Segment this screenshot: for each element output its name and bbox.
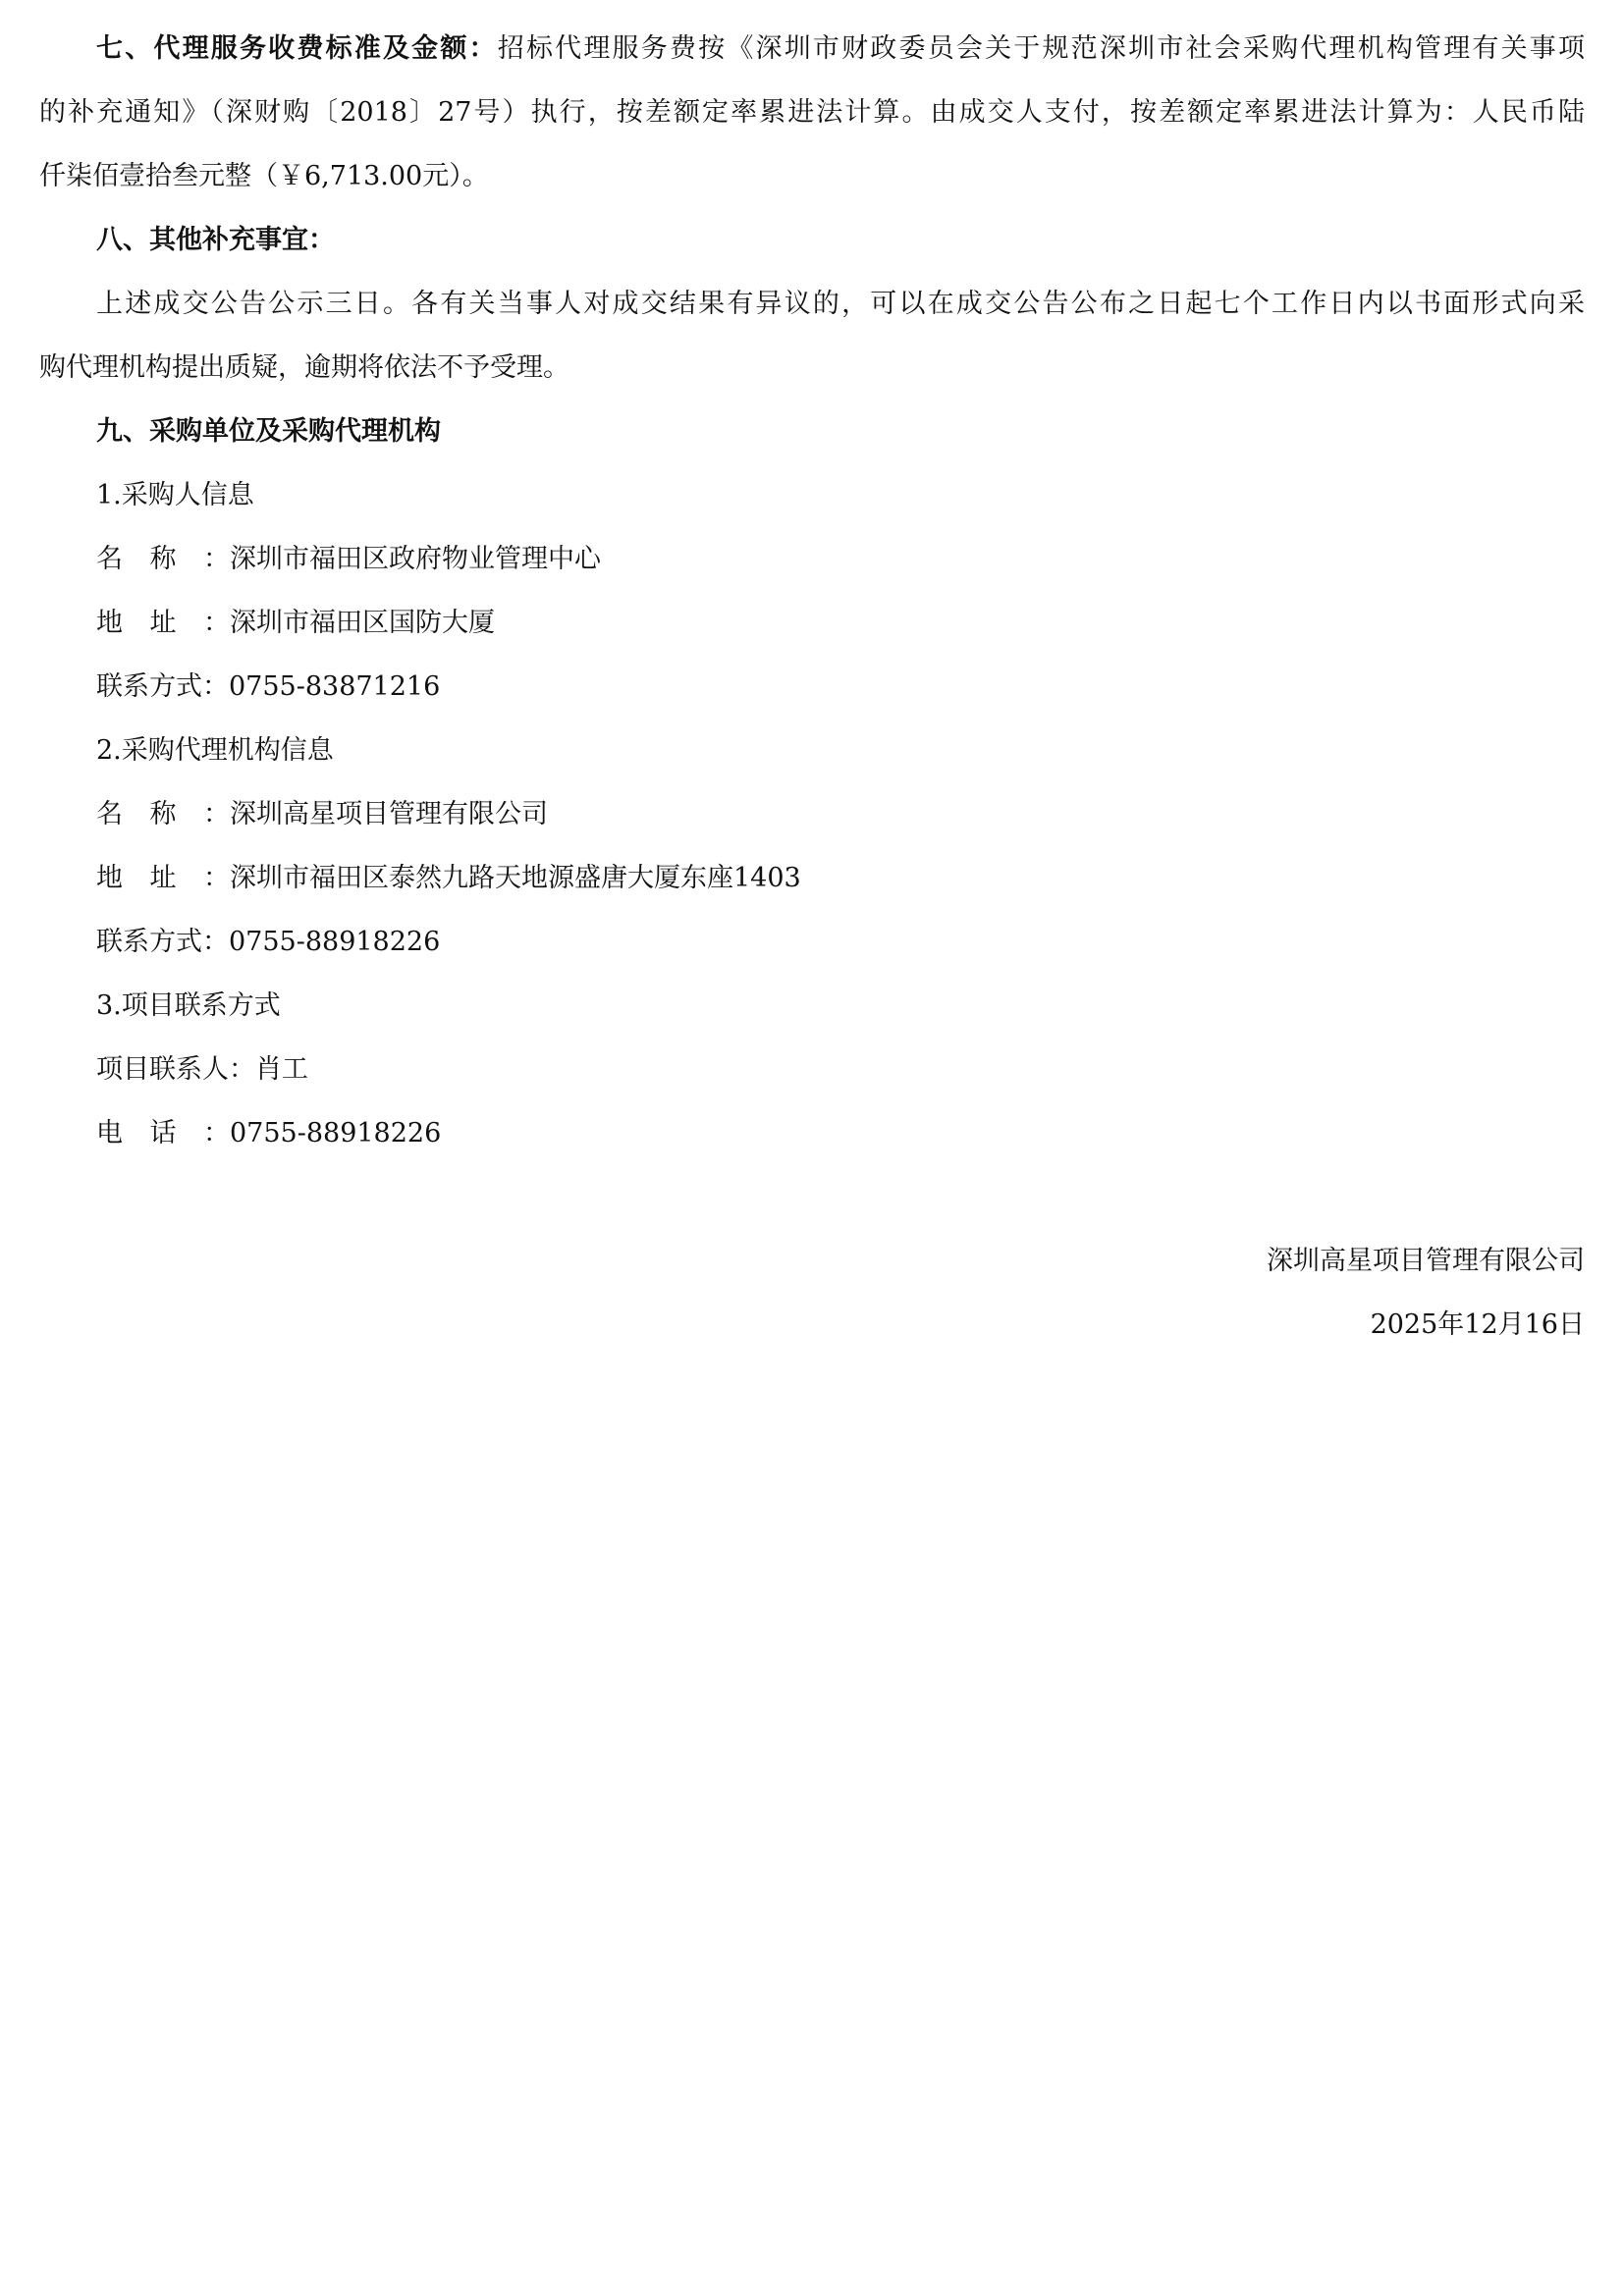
section8-heading: 八、其他补充事宜：	[96, 225, 335, 255]
project-person-value: 肖工	[255, 1054, 308, 1085]
purchaser-address-label: 地址：	[96, 608, 230, 638]
purchaser-name-row	[96, 542, 1585, 577]
purchaser-contact-row	[96, 669, 1585, 705]
project-phone-row	[96, 1116, 1585, 1151]
purchaser-address-value: 深圳市福田区国防大厦	[230, 608, 495, 638]
project-phone-label: 电话：	[96, 1118, 230, 1148]
agency-address-label: 地址：	[96, 863, 230, 893]
purchaser-contact-value: 0755-83871216	[229, 671, 441, 702]
agency-contact-label: 联系方式：	[96, 927, 229, 957]
purchaser-name-label: 名称：	[96, 544, 230, 574]
project-title: 3.项目联系方式	[96, 990, 281, 1021]
purchaser-name-value: 深圳市福田区政府物业管理中心	[230, 544, 601, 574]
project-person-label: 项目联系人：	[96, 1054, 255, 1085]
section7-heading: 七、代理服务收费标准及金额：	[96, 33, 498, 64]
agency-address-value: 深圳市福田区泰然九路天地源盛唐大厦东座1403	[230, 863, 801, 893]
agency-title: 2.采购代理机构信息	[96, 735, 334, 766]
signature-company: 深圳高星项目管理有限公司	[1267, 1246, 1585, 1276]
agency-name-label: 名称：	[96, 799, 230, 829]
project-person-row	[96, 1052, 1585, 1088]
purchaser-contact-label: 联系方式：	[96, 671, 229, 702]
section7-line3: 仟柒佰壹拾叁元整（￥6,713.00元）。	[39, 161, 489, 191]
purchaser-address-row	[96, 606, 1585, 641]
section7-line1-text: 招标代理服务费按《深圳市财政委员会关于规范深圳市社会采购代理机构管理有关事项	[497, 33, 1586, 64]
section8-line2: 购代理机构提出质疑，逾期将依法不予受理。	[39, 352, 569, 383]
section9-heading: 九、采购单位及采购代理机构	[96, 416, 441, 447]
project-phone-value: 0755-88918226	[230, 1118, 442, 1148]
agency-contact-value: 0755-88918226	[229, 927, 441, 957]
agency-contact-row	[96, 925, 1585, 960]
purchaser-title: 1.采购人信息	[96, 480, 254, 510]
section7-line1	[96, 31, 1585, 67]
section8-line1: 上述成交公告公示三日。各有关当事人对成交结果有异议的，可以在成交公告公布之日起七个工作日内以书面形式向采	[96, 289, 1585, 319]
section7-line2: 的补充通知》（深财购〔2018〕27号）执行，按差额定率累进法计算。由成交人支付，按差额定率累进法计算为：人民币陆	[39, 97, 1585, 128]
agency-address-row	[96, 861, 1585, 896]
agency-name-row	[96, 797, 1585, 832]
signature-date: 2025年12月16日	[1370, 1309, 1585, 1340]
agency-name-value: 深圳高星项目管理有限公司	[230, 799, 548, 829]
